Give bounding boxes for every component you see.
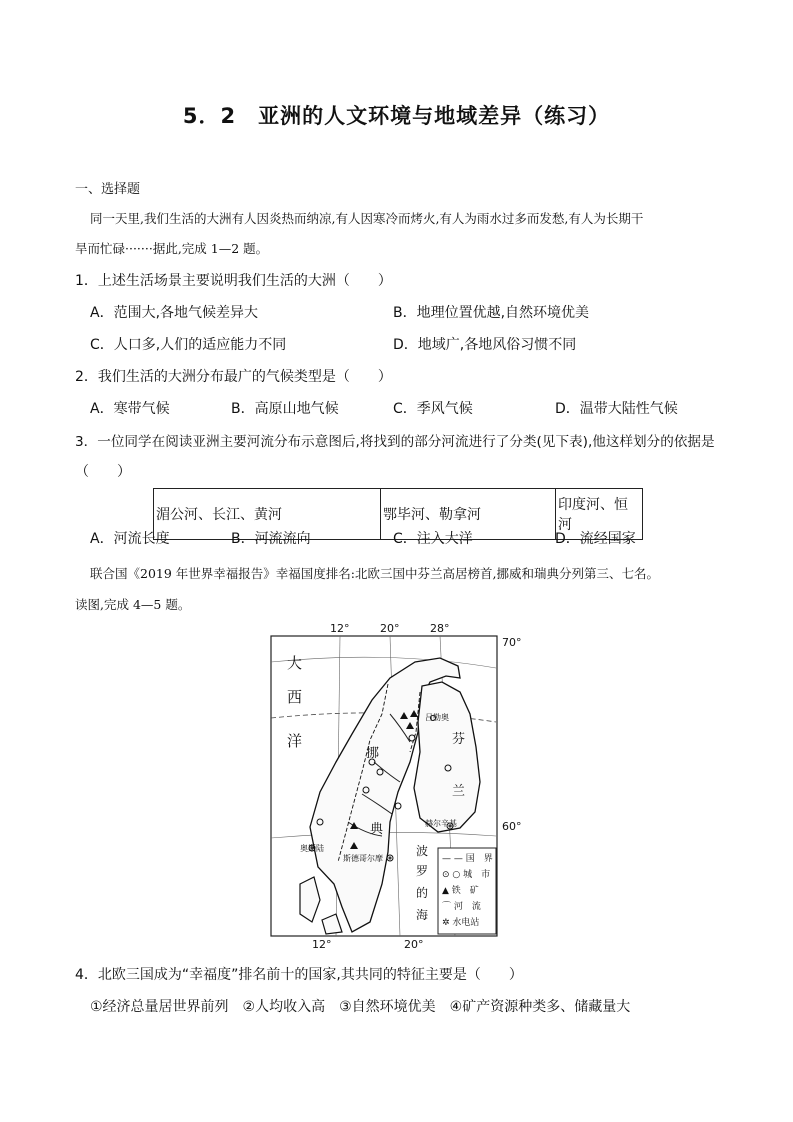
map-label-baltic: 罗 <box>416 864 429 878</box>
map-label-20e: 20° <box>380 622 400 635</box>
question-3-option-b: B．河流流向 <box>231 531 311 547</box>
map-city-lulea: 吕勒奥 <box>425 713 449 722</box>
question-3-option-c: C．注入大洋 <box>393 531 473 547</box>
passage-2-line-2: 读图,完成 4—5 题。 <box>75 597 191 612</box>
question-1-option-d: D．地域广,各地风俗习惯不同 <box>393 337 577 353</box>
map-city-stockholm: 斯德哥尔摩 <box>343 854 383 863</box>
map-label-baltic: 海 <box>416 908 429 922</box>
question-1-option-a: A．范围大,各地气候差异大 <box>90 305 259 321</box>
question-4-stem: 4．北欧三国成为“幸福度”排名前十的国家,其共同的特征主要是（ ） <box>75 967 523 983</box>
map-label-12e: 12° <box>330 622 350 635</box>
map-label-70n: 70° <box>502 636 522 649</box>
question-1-stem: 1．上述生活场景主要说明我们生活的大洲（ ） <box>75 273 392 289</box>
passage-1-line-2: 旱而忙碌·······据此,完成 1—2 题。 <box>75 241 269 256</box>
legend-city: ⊙ ○ 城 市 <box>442 870 491 880</box>
map-label-baltic: 波 <box>416 844 429 858</box>
question-2-option-d: D．温带大陆性气候 <box>555 401 678 417</box>
question-2-stem: 2．我们生活的大洲分布最广的气候类型是（ ） <box>75 369 392 385</box>
question-2-option-c: C．季风气候 <box>393 401 473 417</box>
map-label-60n: 60° <box>502 820 522 833</box>
question-3-stem-cont: （ ） <box>75 464 131 480</box>
map-label-sweden: 典 <box>370 822 384 837</box>
map-label-atlantic: 大 <box>287 654 303 672</box>
map-label-finland: 兰 <box>452 784 466 799</box>
question-1-option-c: C．人口多,人们的适应能力不同 <box>90 337 287 353</box>
legend-hydro: ✲ 水电站 <box>442 918 480 928</box>
nordic-map <box>270 622 536 938</box>
question-3-stem: 3．一位同学在阅读亚洲主要河流分布示意图后,将找到的部分河流进行了分类(见下表),他这样划分的依据是 <box>75 434 715 450</box>
map-label-atlantic: 西 <box>287 688 303 706</box>
legend-iron-mine: ▲ 铁 矿 <box>442 886 479 896</box>
question-4-options: ①经济总量居世界前列 ②人均收入高 ③自然环境优美 ④矿产资源种类多、储藏量大 <box>90 999 631 1015</box>
table-cell: 湄公河、长江、黄河 <box>154 489 381 540</box>
passage-2-line-1: 联合国《2019 年世界幸福报告》幸福国度排名:北欧三国中芬兰高居榜首,挪威和瑞典分列第三、七名。 <box>90 566 659 581</box>
table-cell: 印度河、恒河 <box>556 489 643 540</box>
map-label-finland: 芬 <box>452 732 466 747</box>
map-label-28e: 28° <box>430 622 450 635</box>
legend-river: ⌒ 河 流 <box>442 902 481 912</box>
map-label-20e-bottom: 20° <box>404 938 424 951</box>
table-cell: 鄂毕河、勒拿河 <box>381 489 556 540</box>
section-heading: 一、选择题 <box>75 182 141 197</box>
question-3-option-a: A．河流长度 <box>90 531 170 547</box>
map-label-baltic: 的 <box>416 886 429 900</box>
map-label-norway: 挪 <box>366 746 380 761</box>
map-label-12e-bottom: 12° <box>312 938 332 951</box>
question-2-option-b: B．高原山地气候 <box>231 401 339 417</box>
question-1-option-b: B．地理位置优越,自然环境优美 <box>393 305 590 321</box>
map-city-oslo: 奥斯陆 <box>300 844 324 853</box>
question-3-option-d: D．流经国家 <box>555 531 636 547</box>
legend-border: — — 国 界 <box>442 854 493 864</box>
question-2-option-a: A．寒带气候 <box>90 401 170 417</box>
map-label-atlantic: 洋 <box>287 732 303 750</box>
page-title: 5．2 亚洲的人文环境与地域差异（练习） <box>182 104 611 128</box>
passage-1-line-1: 同一天里,我们生活的大洲有人因炎热而纳凉,有人因寒冷而烤火,有人为雨水过多而发愁,有人为长期干 <box>90 211 644 226</box>
map-city-helsinki: 赫尔辛基 <box>425 819 457 828</box>
